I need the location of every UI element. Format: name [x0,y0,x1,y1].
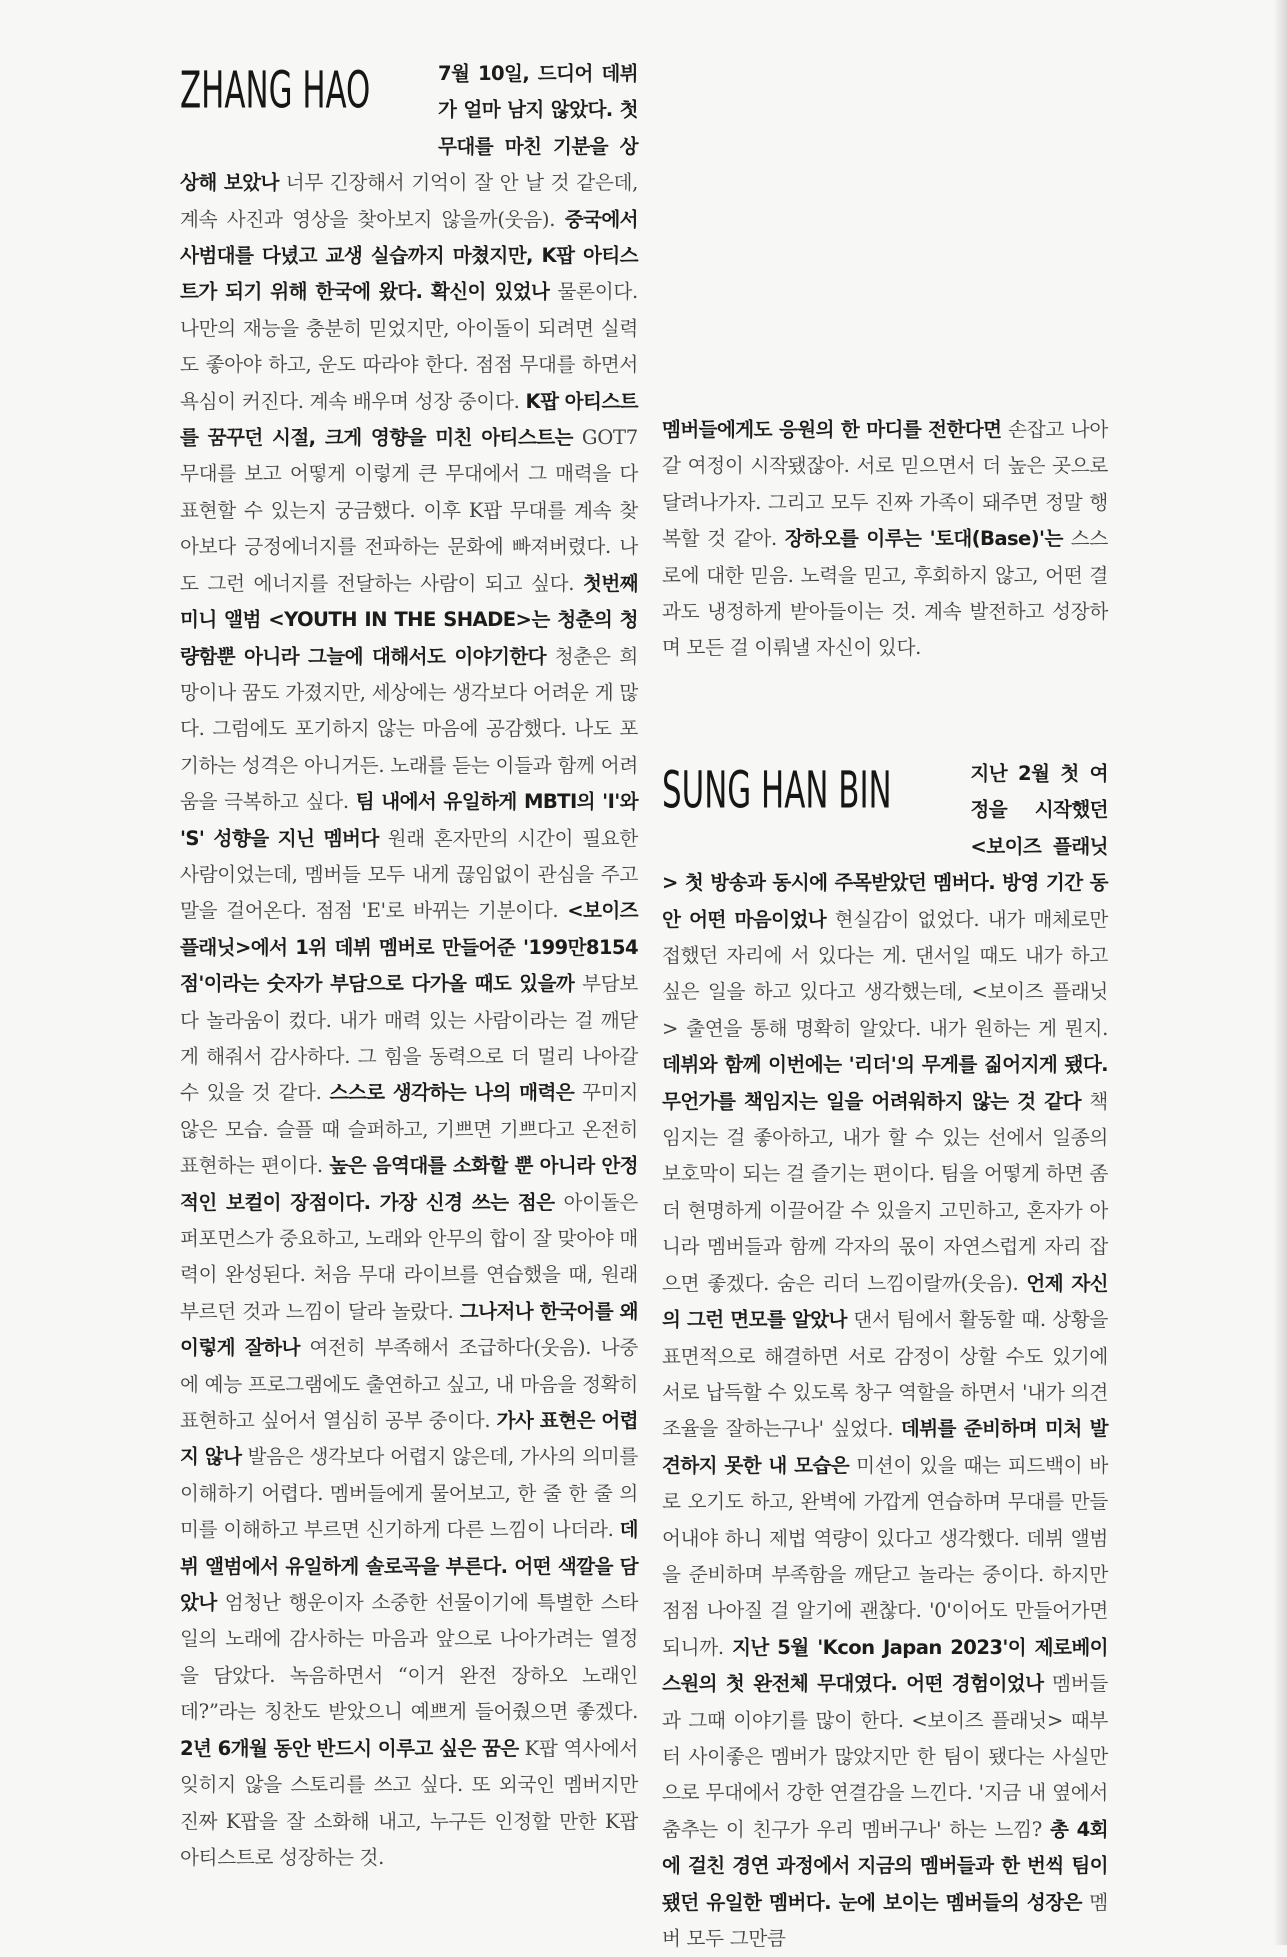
answer: 댄서 팀에서 활동할 때. 상황을 표면적으로 해결하면 서로 감정이 상할 수도 있기에 서로 납득할 수 있도록 창구 역할을 하면서 '내가 의견 조율을 잘하는구나' 싶었다. [662,1308,1108,1441]
answer: 책임지는 걸 좋아하고, 내가 할 수 있는 선에서 일종의 보호막이 되는 걸 즐기는 편이다. 팀을 어떻게 하면 좀 더 현명하게 이끌어갈 수 있을지 고민하고, 혼자가 아니라 멤버들과 함께 각자의 몫이 자연스럽게 자리 잡으면 좋겠다. 숨은 리더 느낌이랄까(웃음). [662,1089,1108,1295]
question: 스스로 생각하는 나의 매력은 [329,1081,575,1105]
answer: 엄청난 행운이자 소중한 선물이기에 특별한 스타일의 노래에 감사하는 마음과 앞으로 나아가려는 열정을 담았다. 녹음하면서 “이거 완전 장하오 노래인데?”라는 칭찬도 받았으니 예쁘게 들어줬으면 좋겠다. [180,1591,638,1724]
question: 팀 내에서 유일하게 MBTI의 'I'와 'S' 성향을 지닌 멤버다 [180,790,638,850]
answer: 너무 긴장해서 기억이 잘 안 날 것 같은데, 계속 사진과 영상을 찾아보지 않을까(웃음). [180,171,639,231]
answer: 미션이 있을 때는 피드백이 바로 오기도 하고, 완벽에 가깝게 연습하며 무대를 만들어내야 하니 제법 역량이 있다고 생각했다. 데뷔 앨범을 준비하며 부족함을 깨닫고 놀라는 중이다. 하지만 점점 나아질 걸 알기에 괜찮다. '0'이어도 만들어가면 되니까. [662,1453,1108,1659]
column-left [180,56,638,1876]
sung-han-bin-article [662,756,1108,1957]
question: 지난 5월 'Kcon Japan 2023'이 제로베이스원의 첫 완전체 무대였다. 어떤 경험이었나 [662,1635,1108,1696]
answer: 여전히 부족해서 조급하다(웃음). 나중에 예능 프로그램에도 출연하고 싶고, 내 마음을 정확히 표현하고 싶어서 열심히 공부 중이다. [180,1336,638,1433]
profile-name: SUNG HAN BIN [662,761,892,821]
answer: 손잡고 나아갈 여정이 시작됐잖아. 서로 믿으면서 더 높은 곳으로 달려나가자. 그리고 모두 진짜 가족이 돼주면 정말 행복할 것 같아. [662,418,1108,551]
answer: 발음은 생각보다 어렵지 않은데, 가사의 의미를 이해하기 어렵다. 멤버들에게 물어보고, 한 줄 한 줄 의미를 이해하고 부르면 신기하게 다른 느낌이 나더라. [180,1445,638,1542]
question: 2년 6개월 동안 반드시 이루고 싶은 꿈은 [180,1736,519,1760]
answer: 스스로에 대한 믿음. 노력을 믿고, 후회하지 않고, 어떤 결과도 냉정하게 받아들이는 것. 계속 발전하고 성장하며 모든 걸 이뤄낼 자신이 있다. [662,527,1108,660]
page-edge-shadow [1273,0,1287,1945]
question: 첫번째 미니 앨범 <YOUTH IN THE SHADE>는 청춘의 청량함뿐 아니라 그늘에 대해서도 이야기한다 [180,571,638,668]
question: 지난 2월 첫 여정을 시작했던 <보이즈 플래닛> 첫 방송과 동시에 주목받았던 멤버다. 방영 기간 동안 어떤 마음이었나 [662,762,1108,931]
question: 그나저나 한국어를 왜 이렇게 잘하나 [180,1299,638,1360]
question: <보이즈 플래닛>에서 1위 데뷔 멤버로 만들어준 '199만8154점'이라는 숫자가 부담으로 다가올 때도 있을까 [180,899,638,996]
answer: 아이돌은 퍼포먼스가 중요하고, 노래와 안무의 합이 잘 맞아야 매력이 완성된다. 처음 무대 라이브를 연습했을 때, 원래 부르던 것과 느낌이 달라 놀랐다. [180,1190,638,1323]
question: 멤버들에게도 응원의 한 마디를 전한다면 [662,418,1002,441]
answer: GOT7 무대를 보고 어떻게 이렇게 큰 무대에서 그 매력을 다 표현할 수 있는지 궁금했다. 이후 K팝 무대를 계속 찾아보다 긍정에너지를 전파하는 문화에 빠져버렸다. 나도 그런 에너지를 전달하는 사람이 되고 싶다. [180,426,638,595]
question: 장하오를 이루는 '토대(Base)'는 [784,527,1063,551]
question: 데뷔를 준비하며 미처 발견하지 못한 내 모습은 [662,1417,1108,1477]
zhang-hao-article [180,56,638,1876]
profile-name: ZHANG HAO [180,61,371,121]
answer: K팝 역사에서 잊히지 않을 스토리를 쓰고 싶다. 또 외국인 멤버지만 진짜 K팝을 잘 소화해 내고, 누구든 인정할 만한 K팝 아티스트로 성장하는 것. [180,1736,639,1869]
answer: 원래 혼자만의 시간이 필요한 사람이었는데, 멤버들 모두 내게 끊임없이 관심을 주고 말을 걸어온다. 점점 'E'로 바뀌는 기분이다. [180,826,638,923]
column-right-top [662,412,1108,667]
answer: 멤버 모두 그만큼 [662,1890,1108,1950]
answer: 꾸미지 않은 모습. 슬플 때 슬퍼하고, 기쁘면 기쁘다고 온전히 표현하는 편이다. [180,1081,638,1178]
question: 언제 자신의 그런 면모를 알았나 [662,1271,1108,1332]
question: 중국에서 사범대를 다녔고 교생 실습까지 마쳤지만, K팝 아티스트가 되기 위해 한국에 왔다. 확신이 있었나 [180,207,638,304]
question: 데뷔 앨범에서 유일하게 솔로곡을 부른다. 어떤 색깔을 담았나 [180,1518,638,1615]
question: K팝 아티스트를 꿈꾸던 시절, 크게 영향을 미친 아티스트는 [180,389,638,450]
column-right-bottom [662,756,1108,1957]
question: 총 4회에 걸친 경연 과정에서 지금의 멤버들과 한 번씩 팀이 됐던 유일한 멤버다. 눈에 보이는 멤버들의 성장은 [662,1817,1109,1914]
answer: 물론이다. 나만의 재능을 충분히 믿었지만, 아이돌이 되려면 실력도 좋아야 하고, 운도 따라야 한다. 점점 무대를 하면서 욕심이 커진다. 계속 배우며 성장 중이다. [180,280,638,413]
answer: 청춘은 희망이나 꿈도 가졌지만, 세상에는 생각보다 어려운 게 많다. 그럼에도 포기하지 않는 마음에 공감했다. 나도 포기하는 성격은 아니거든. 노래를 듣는 이들과 함께 어려움을 극복하고 싶다. [180,644,638,814]
question: 높은 음역대를 소화할 뿐 아니라 안정적인 보컬이 장점이다. 가장 신경 쓰는 점은 [180,1154,638,1214]
question: 가사 표현은 어렵지 않나 [180,1409,638,1469]
question: 7월 10일, 드디어 데뷔가 얼마 남지 않았다. 첫 무대를 마친 기분을 상상해 보았나 [180,62,638,195]
question: 데뷔와 함께 이번에는 '리더'의 무게를 짊어지게 됐다. 무언가를 책임지는 일을 어려워하지 않는 것 같다 [662,1053,1108,1113]
answer: 현실감이 없었다. 내가 매체로만 접했던 자리에 서 있다는 게. 댄서일 때도 내가 하고 싶은 일을 하고 있다고 생각했는데, <보이즈 플래닛> 출연을 통해 명확히 알았다. 내가 원하는 게 뭔지. [662,907,1108,1040]
answer: 부담보다 놀라움이 컸다. 내가 매력 있는 사람이라는 걸 깨닫게 해줘서 감사하다. 그 힘을 동력으로 더 멀리 나아갈 수 있을 것 같다. [180,972,638,1105]
zhang-hao-article-continued [662,412,1108,667]
answer: 멤버들과 그때 이야기를 많이 한다. <보이즈 플래닛> 때부터 사이좋은 멤버가 많았지만 한 팀이 됐다는 사실만으로 무대에서 강한 연결감을 느낀다. '지금 내 옆에서 춤추는 이 친구가 우리 멤버구나' 하는 느낌? [662,1672,1108,1841]
